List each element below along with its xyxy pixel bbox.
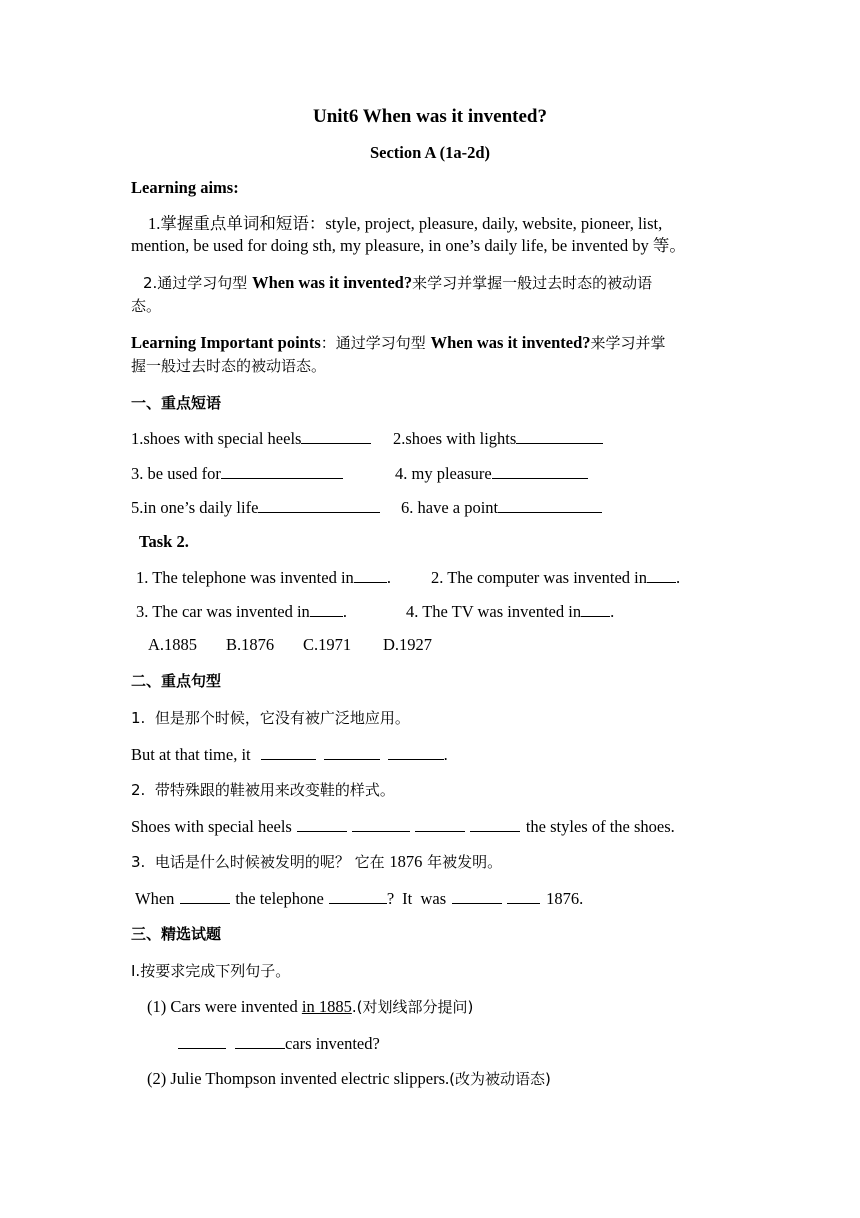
page-title: Unit6 When was it invented?: [312, 106, 547, 127]
blank[interactable]: [507, 888, 540, 904]
blank[interactable]: [581, 601, 610, 617]
blank[interactable]: [352, 816, 410, 832]
phrase-4: 4. my pleasure: [395, 463, 588, 484]
option-d: D.1927: [383, 635, 433, 654]
sentence-3-chinese: 3. 电话是什么时候被发明的呢？ 它在 1876 年被发明。: [131, 852, 503, 871]
sentence-2-chinese: 2. 带特殊跟的鞋被用来改变鞋的样式。: [131, 781, 395, 799]
blank[interactable]: [261, 744, 316, 760]
part-3-heading: 三、精选试题: [131, 925, 222, 943]
task-2-heading: Task 2.: [139, 532, 189, 551]
blank[interactable]: [354, 567, 387, 583]
aims-item-2-line-2: 态。: [131, 297, 162, 315]
blank[interactable]: [297, 816, 347, 832]
blank[interactable]: [324, 744, 380, 760]
blank[interactable]: [235, 1033, 285, 1049]
sentence-1-chinese: 1. 但是那个时候，它没有被广泛地应用。: [131, 709, 410, 727]
task-2-question-4: 4. The TV was invented in .: [406, 602, 615, 621]
exercise-1-answer: cars invented?: [178, 1033, 380, 1054]
sentence-2-english: Shoes with special heels the styles of the shoes.: [131, 817, 675, 836]
blank[interactable]: [516, 428, 603, 444]
phrase-1: 1.shoes with special heels: [131, 428, 371, 449]
part-1-heading: 一、重点短语: [131, 394, 222, 412]
blank[interactable]: [492, 463, 588, 479]
phrase-6: 6. have a point: [401, 497, 602, 518]
learning-aims-heading: Learning aims:: [131, 178, 239, 197]
blank[interactable]: [178, 1033, 226, 1049]
blank[interactable]: [258, 497, 380, 513]
exercise-2: (2) Julie Thompson invented electric slippers.(改为被动语态): [147, 1069, 551, 1088]
blank[interactable]: [221, 463, 343, 479]
blank[interactable]: [301, 428, 371, 444]
blank[interactable]: [310, 601, 343, 617]
blank[interactable]: [180, 888, 230, 904]
important-points-line-2: 握一般过去时态的被动语态。: [131, 357, 327, 375]
instruction-line: I.按要求完成下列句子。: [131, 962, 291, 980]
phrase-2: 2.shoes with lights: [393, 428, 603, 449]
phrase-5: 5.in one’s daily life: [131, 497, 380, 518]
part-2-heading: 二、重点句型: [131, 672, 222, 690]
blank[interactable]: [452, 888, 502, 904]
task-2-question-3: 3. The car was invented in .: [136, 602, 347, 621]
aims-item-1-line-1: 1.掌握重点单词和短语：style, project, pleasure, daily, website, pioneer, list,: [148, 214, 663, 233]
sentence-1-english: But at that time, it .: [131, 745, 448, 764]
important-points-line-1: Learning Important points：通过学习句型 When was it invented?来学习并掌: [131, 333, 666, 352]
option-a: A.1885: [148, 635, 198, 654]
option-b: B.1876: [226, 635, 275, 654]
sentence-3-english: When the telephone ? It was 1876.: [135, 889, 584, 908]
blank[interactable]: [329, 888, 387, 904]
blank[interactable]: [470, 816, 520, 832]
exercise-1: (1) Cars were invented in 1885.(对划线部分提问): [147, 997, 474, 1016]
blank[interactable]: [388, 744, 444, 760]
aims-item-2-line-1: 2.通过学习句型 When was it invented?来学习并掌握一般过去时态的被动语: [143, 273, 653, 292]
blank[interactable]: [498, 497, 602, 513]
blank[interactable]: [415, 816, 465, 832]
option-c: C.1971: [303, 635, 352, 654]
task-2-question-1: 1. The telephone was invented in .: [136, 568, 391, 587]
phrase-3: 3. be used for: [131, 463, 343, 484]
task-2-question-2: 2. The computer was invented in .: [431, 568, 681, 587]
aims-item-1-line-2: mention, be used for doing sth, my pleasure, in one’s daily life, be invented by 等。: [131, 236, 686, 255]
section-subtitle: Section A (1a-2d): [369, 143, 491, 162]
blank[interactable]: [647, 567, 676, 583]
